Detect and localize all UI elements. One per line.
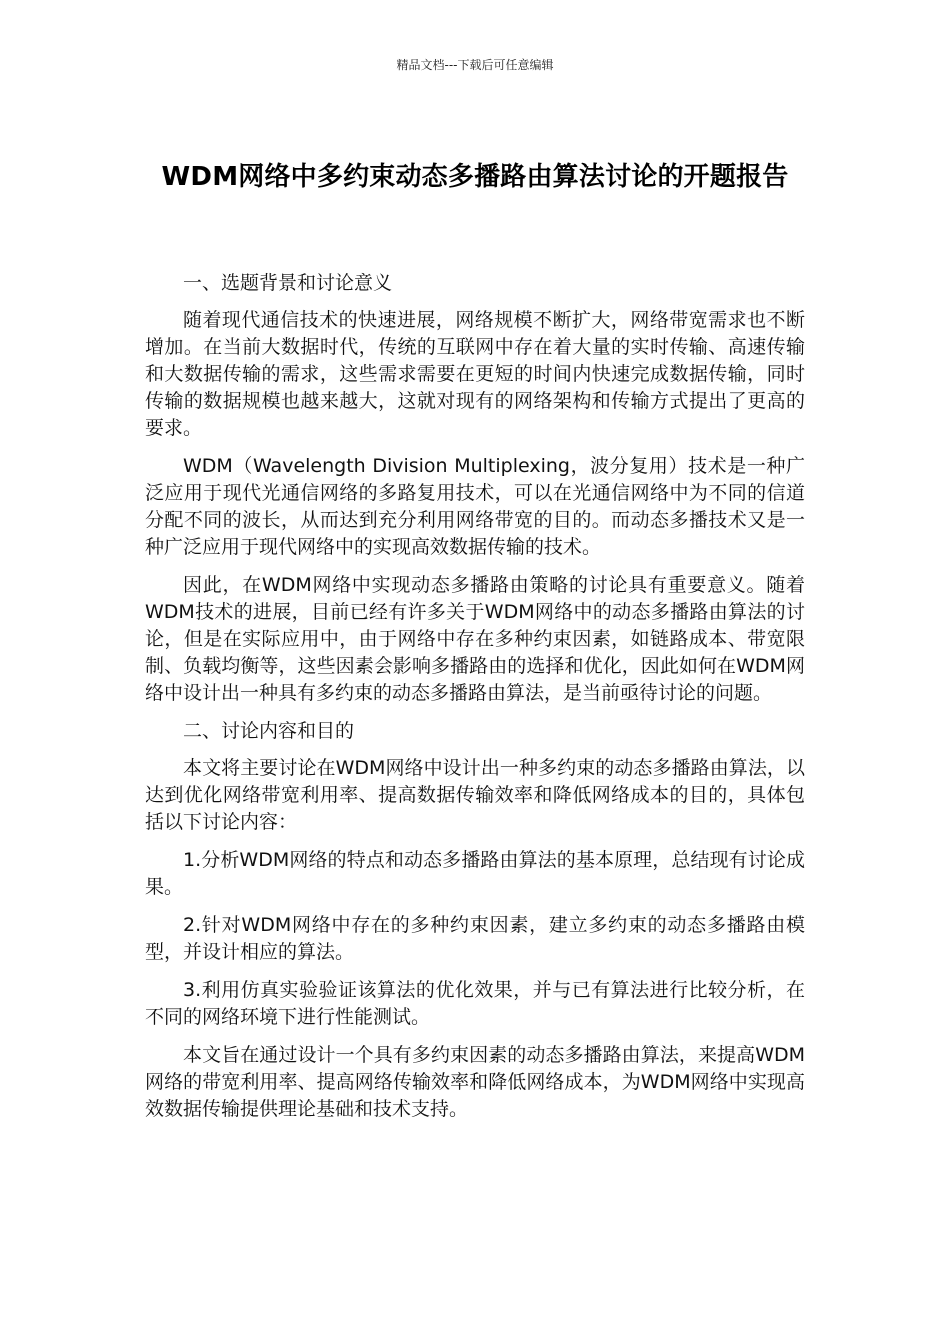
- paragraph: WDM（Wavelength Division Multiplexing，波分复用）技术是一种广泛应用于现代光通信网络的多路复用技术，可以在光通信网络中为不同的信道分配不同的波长，从而达到充分利用网络带宽的目的。而动态多播技术又是一种广泛应用于现代网络中的实现高效数据传输的技术。: [145, 455, 805, 558]
- document-title: WDM网络中多约束动态多播路由算法讨论的开题报告: [161, 162, 789, 193]
- section-heading-background: 一、选题背景和讨论意义: [183, 272, 393, 294]
- list-item: 3.利用仿真实验验证该算法的优化效果，并与已有算法进行比较分析，在不同的网络环境下进行性能测试。: [145, 979, 805, 1028]
- header-note: 精品文档---下载后可任意编辑: [396, 58, 554, 72]
- list-item: 1.分析WDM网络的特点和动态多播路由算法的基本原理，总结现有讨论成果。: [145, 849, 805, 898]
- paragraph: 本文旨在通过设计一个具有多约束因素的动态多播路由算法，来提高WDM网络的带宽利用率、提高网络传输效率和降低网络成本，为WDM网络中实现高效数据传输提供理论基础和技术支持。: [145, 1044, 805, 1120]
- document-body: [145, 270, 805, 1134]
- paragraph: 随着现代通信技术的快速进展，网络规模不断扩大，网络带宽需求也不断增加。在当前大数据时代，传统的互联网中存在着大量的实时传输、高速传输和大数据传输的需求，这些需求需要在更短的时间内快速完成数据传输，同时传输的数据规模也越来越大，这就对现有的网络架构和传输方式提出了更高的要求。: [145, 309, 805, 439]
- section-heading-content: 二、讨论内容和目的: [183, 720, 355, 742]
- list-item: 2.针对WDM网络中存在的多种约束因素，建立多约束的动态多播路由模型，并设计相应的算法。: [145, 914, 805, 963]
- paragraph: 本文将主要讨论在WDM网络中设计出一种多约束的动态多播路由算法，以达到优化网络带宽利用率、提高数据传输效率和降低网络成本的目的，具体包括以下讨论内容：: [145, 757, 805, 833]
- paragraph: 因此，在WDM网络中实现动态多播路由策略的讨论具有重要意义。随着WDM技术的进展，目前已经有许多关于WDM网络中的动态多播路由算法的讨论，但是在实际应用中，由于网络中存在多种约束因素，如链路成本、带宽限制、负载均衡等，这些因素会影响多播路由的选择和优化，因此如何在WDM网络中设计出一种具有多约束的动态多播路由算法，是当前亟待讨论的问题。: [145, 574, 805, 704]
